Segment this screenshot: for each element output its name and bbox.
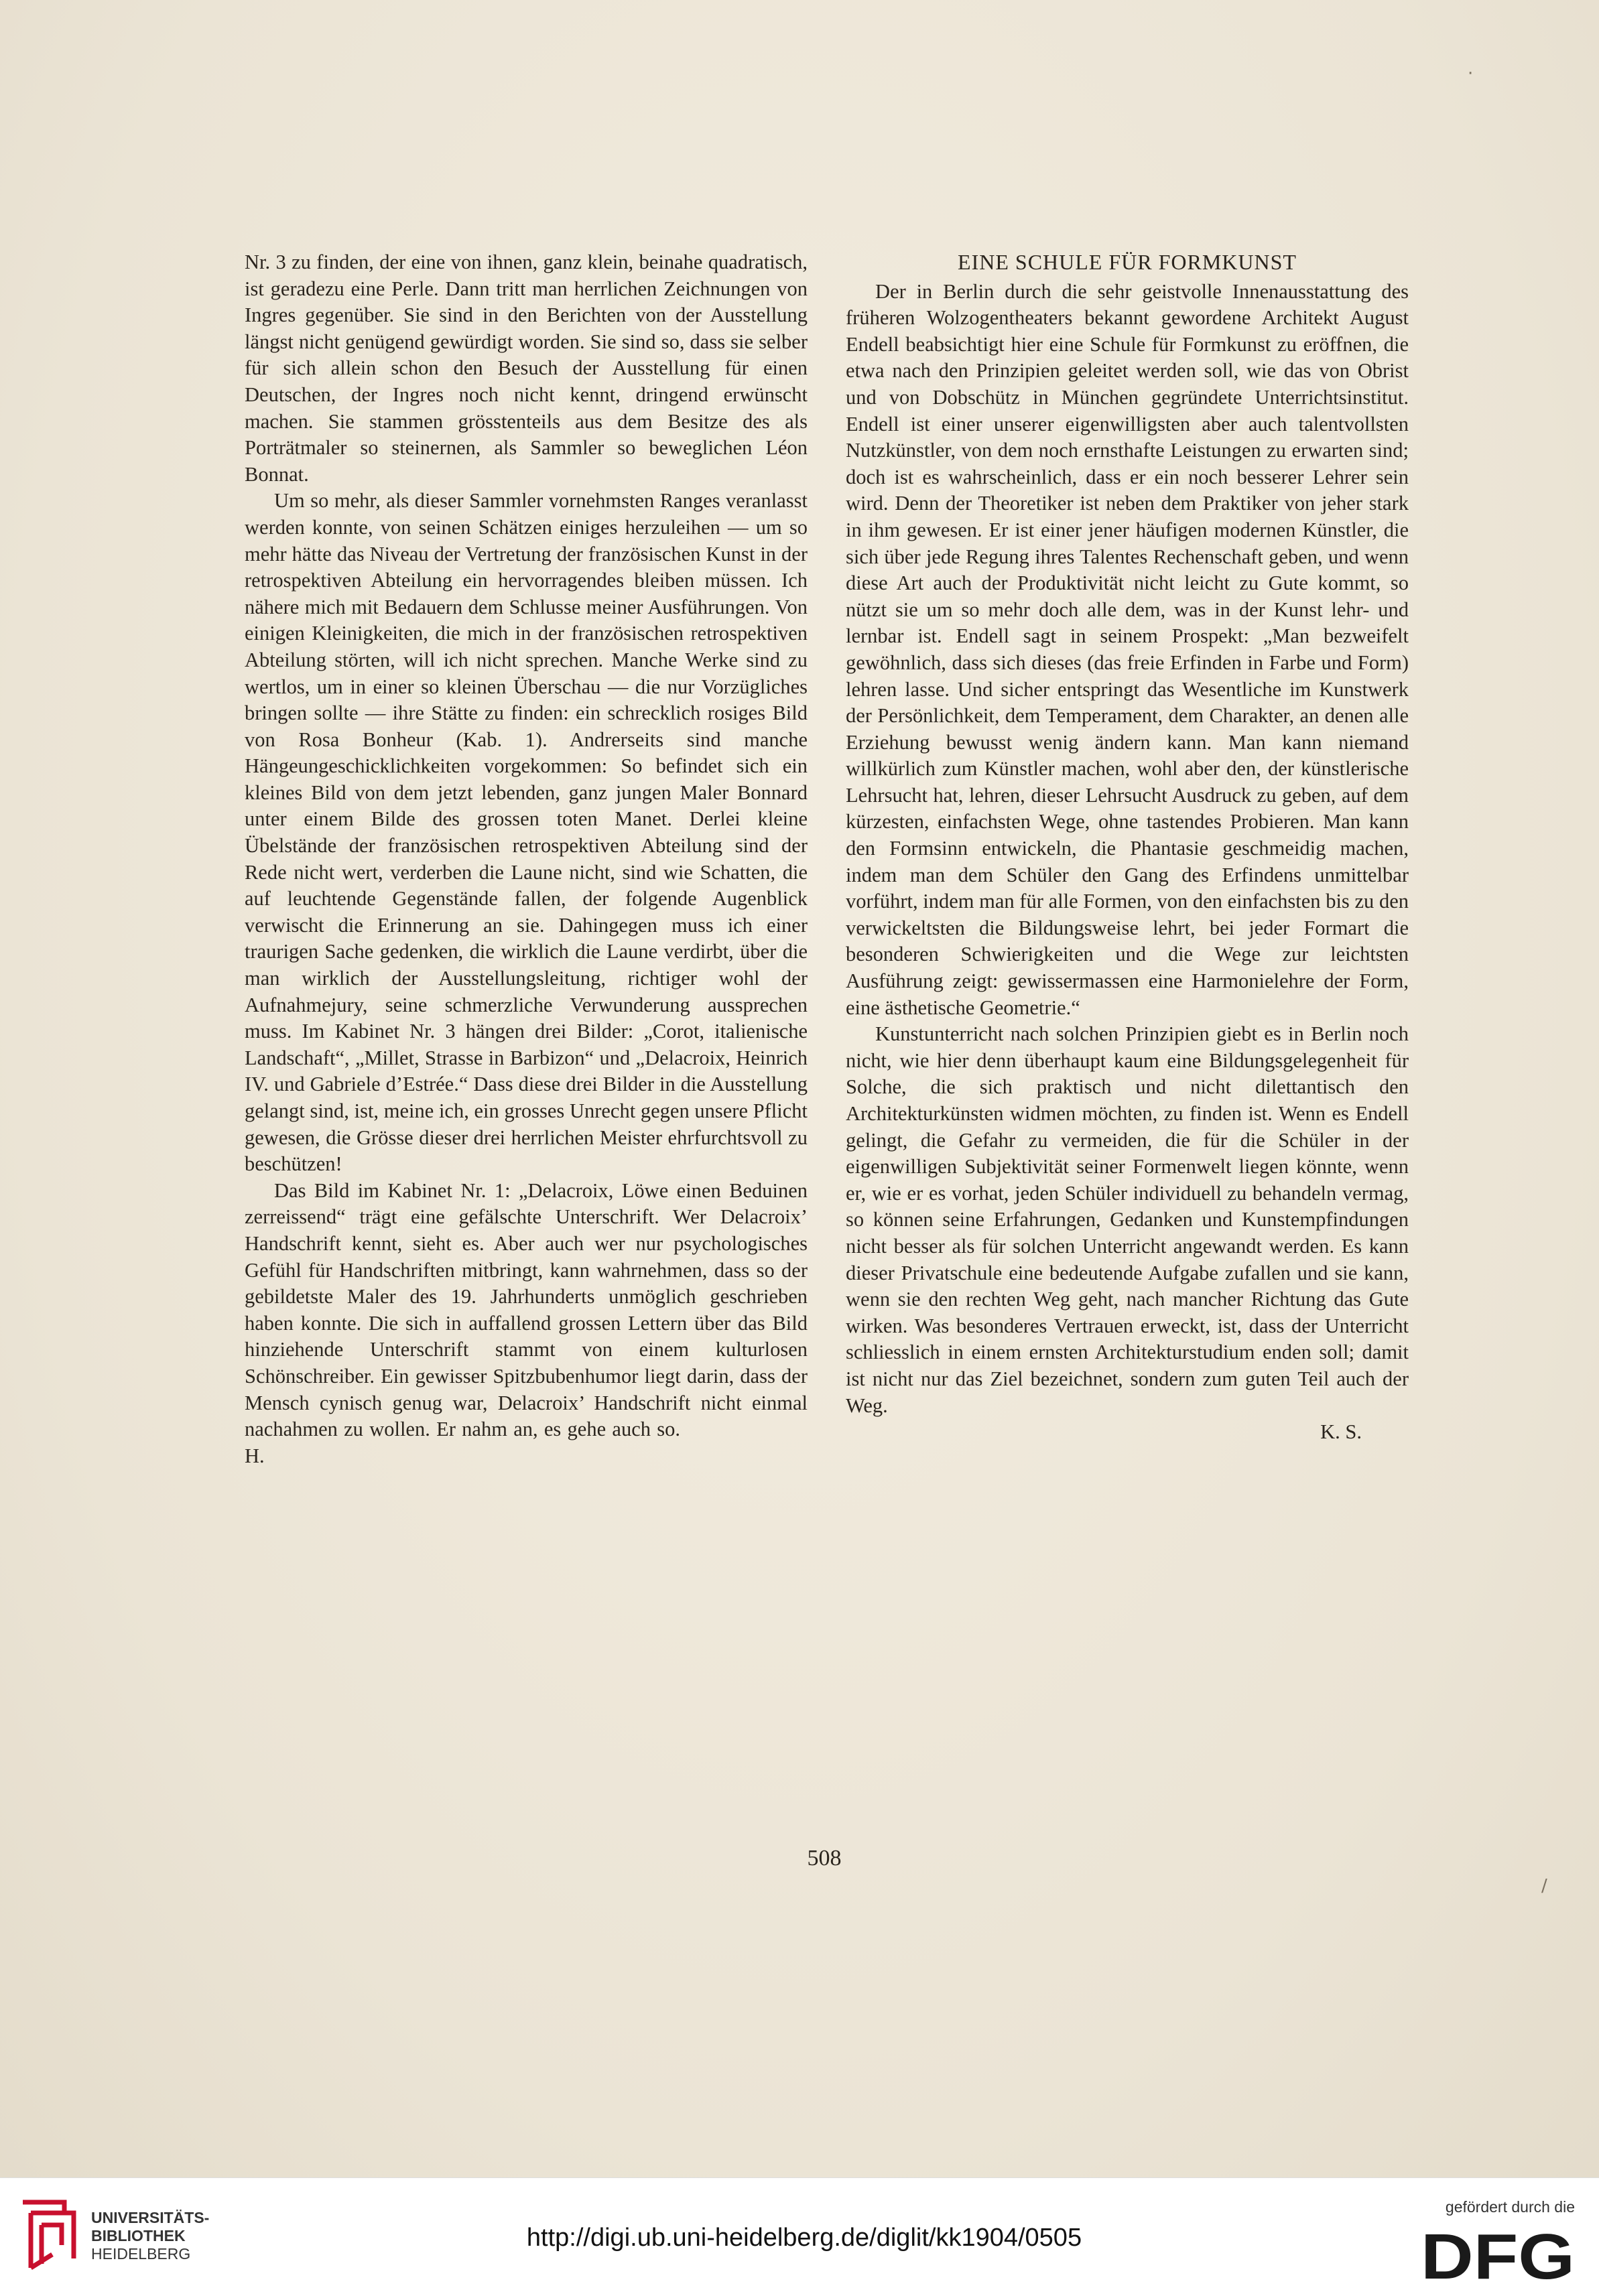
funding-label: gefördert durch die [1445,2198,1575,2216]
paragraph: Kunstunterricht nach solchen Prinzipien giebt es in Berlin noch nicht, wie hier denn überhaupt kaum eine Bildungsgelegenheit für Solche, die sich praktisch und nicht dilettantisch den Architekturkünsten widmen möchten, zu finden ist. Wenn es Endell gelingt, die Gefahr zu vermeiden, die für die Schüler in der eigenwilligen Subjektivität seiner Formenwelt liegen könnte, wenn er, wie er es vorhat, jeden Schüler individuell zu behandeln vermag, so können seine Erfahrungen, Gedanken und Kunstempfindungen nicht besser als für solchen Unterricht angewandt werden. Es kann dieser Privatschule eine bedeutende Aufgabe zufallen und sie kann, wenn sie den rechten Weg geht, nach mancher Richtung das Gute wirken. Was besonderes Vertrauen erweckt, ist, dass der Unterricht schliesslich in einem ernsten Architekturstudium enden soll; damit ist nicht nur das Ziel bezeichnet, sondern zum guten Teil auch der Weg. [846,1022,1409,1417]
library-line-2: BIBLIOTHEK [91,2227,186,2244]
dfg-logo-icon[interactable] [1421,2226,1575,2284]
university-library-logo-icon[interactable] [17,2198,81,2272]
library-name[interactable] [91,2209,209,2263]
article-heading: EINE SCHULE FÜR FORMKUNST [958,250,1297,274]
page-number: 508 [807,1846,842,1871]
paragraph-text: Das Bild im Kabinet Nr. 1: „Delacroix, Löwe einen Beduinen zerreissend“ trägt eine gefälschte Unterschrift. Wer Delacroix’ Handschrift kennt, sieht es. Aber auch wer nur psychologisches Gefühl für Handschriften mitbringt, kann wahrnehmen, dass so der gebildetste Maler des 19. Jahrhunderts unmöglich geschrieben haben konnte. Die sich in auffallend grossen Lettern über das Bild hinziehende Unterschrift stammt von einem kulturlosen Schönschreiber. Ein gewisser Spitzbubenhumor liegt darin, dass der Mensch cynisch genug war, Delacroix’ Handschrift nicht einmal nachahmen zu wollen. Er nahm an, es gehe auch so. [245,1178,808,1441]
library-line-1: UNIVERSITÄTS- [91,2209,210,2226]
permalink-url[interactable]: http://digi.ub.uni-heidelberg.de/diglit/kk1904/0505 [526,2224,1082,2252]
left-column [245,249,808,1469]
pencil-mark: / [1541,1876,1547,1896]
author-signature: K. S. [1320,1420,1362,1444]
paragraph: Nr. 3 zu finden, der eine von ihnen, ganz klein, beinahe quadratisch, ist geradezu eine Perle. Dann tritt man herrlichen Zeichnungen von Ingres gegenüber. Sie sind in den Berichten von der Ausstellung längst nicht genügend gewürdigt worden. Sie sind so, dass sie selber für sich allein schon den Besuch der Ausstellung für einen Deutschen, der Ingres noch nicht kennt, dringend erwünscht machen. Sie stammen grösstenteils aus dem Besitze des als Porträtmaler so steinernen, als Sammler so beweglichen Léon Bonnat. [245,251,808,486]
dfg-logo-text: DFG [1421,2226,1575,2284]
right-column [846,249,1409,1446]
author-signature: H. [245,1444,265,1467]
scan-speck: · [1468,64,1474,84]
paragraph: Um so mehr, als dieser Sammler vornehmsten Ranges veranlasst werden konnte, von seinen Schätzen einiges herzuleihen — um so mehr hätte das Niveau der Vertretung der französischen Kunst in der retrospektiven Abteilung ein hervorragendes bleiben müssen. Ich nähere mich mit Bedauern dem Schlusse meiner Ausführungen. Von einigen Kleinigkeiten, die mich in der französischen retrospektiven Abteilung störten, will ich nicht sprechen. Manche Werke sind zu wertlos, um in einer so kleinen Überschau — die nur Vorzügliches bringen sollte — ihre Stätte zu finden: ein schrecklich rosiges Bild von Rosa Bonheur (Kab. 1). Andrerseits sind manche Hängeungeschicklichkeiten vorgekommen: So befindet sich ein kleines Bild von dem jetzt lebenden, ganz jungen Maler Bonnard unter einem Bilde des grossen toten Manet. Derlei kleine Übelstände der französischen retrospektiven Abteilung sind der Rede nicht wert, verderben die Laune nicht, sind wie Schatten, die auf leuchtende Gegenstände fallen, der folgende Augenblick verwischt die Erinnerung an sie. Dahingegen muss ich einer traurigen Sache gedenken, die wirklich die Laune verdirbt, über die man wirklich der Ausstellungsleitung, richtiger wohl der Aufnahmejury, seine schmerzliche Verwunderung aussprechen muss. Im Kabinet Nr. 3 hängen drei Bilder: „Corot, italienische Landschaft“, „Millet, Strasse in Barbizon“ und „Delacroix, Heinrich IV. und Gabriele d’Estrée.“ Dass diese drei Bilder in die Ausstellung gelangt sind, ist, meine ich, ein grosses Unrecht gegen unsere Pflicht gewesen, die Grösse dieser drei herrlichen Meister ehrfurchtsvoll zu beschützen! [245,489,808,1176]
library-line-3: HEIDELBERG [91,2245,191,2263]
paragraph [245,1178,808,1470]
viewer-footer [0,2177,1599,2296]
paragraph: Der in Berlin durch die sehr geistvolle Innenausstattung des früheren Wolzogentheaters bekannt gewordene Architekt August Endell beabsichtigt hier eine Schule für Formkunst zu eröffnen, die etwa nach den Prinzipien geleitet werden soll, wie das von Obrist und von Dobschütz in München gegründete Unterrichtsinstitut. Endell ist einer unserer eigenwilligsten aber auch talentvollsten Nutzkünstler, von dem noch ernsthafte Leistungen zu erwarten sind; doch ist es wahrscheinlich, dass er ein noch besserer Lehrer sein wird. Denn der Theoretiker ist neben dem Praktiker von jeher stark in ihm gewesen. Er ist einer jener häufigen modernen Künstler, die sich über jede Regung ihres Talentes Rechenschaft geben, und wenn diese Art auch der Produktivität nicht leicht zu Gute kommt, so nützt sie um so mehr doch alle dem, was in der Kunst lehr- und lernbar ist. Endell sagt in seinem Prospekt: „Man bezweifelt gewöhnlich, dass sich dieses (das freie Erfinden in Farbe und Form) lehren lasse. Und sicher entspringt das Wesentliche im Kunstwerk der Persönlichkeit, dem Temperament, dem Charakter, an denen alle Erziehung bewusst wenig ändern kann. Man kann niemand willkürlich zum Künstler machen, wohl aber den, der künstlerische Lehrsucht hat, lehren, dieser Lehrsucht Ausdruck zu geben, auf dem kürzesten, einfachsten Wege, ohne tastendes Probieren. Man kann den Formsinn entwickeln, die Phantasie geschmeidig machen, indem man dem Schüler den Gang des Erfindens unmittelbar vorführt, indem man für alle Formen, von den einfachsten bis zu den verwickeltsten die Bildungsweise lehrt, bei jeder Formart die besonderen Schwierigkeiten und die Wege zur leichtsten Ausführung zeigt: gewissermassen eine Harmonielehre der Form, eine ästhetische Geometrie.“ [846,279,1409,1019]
